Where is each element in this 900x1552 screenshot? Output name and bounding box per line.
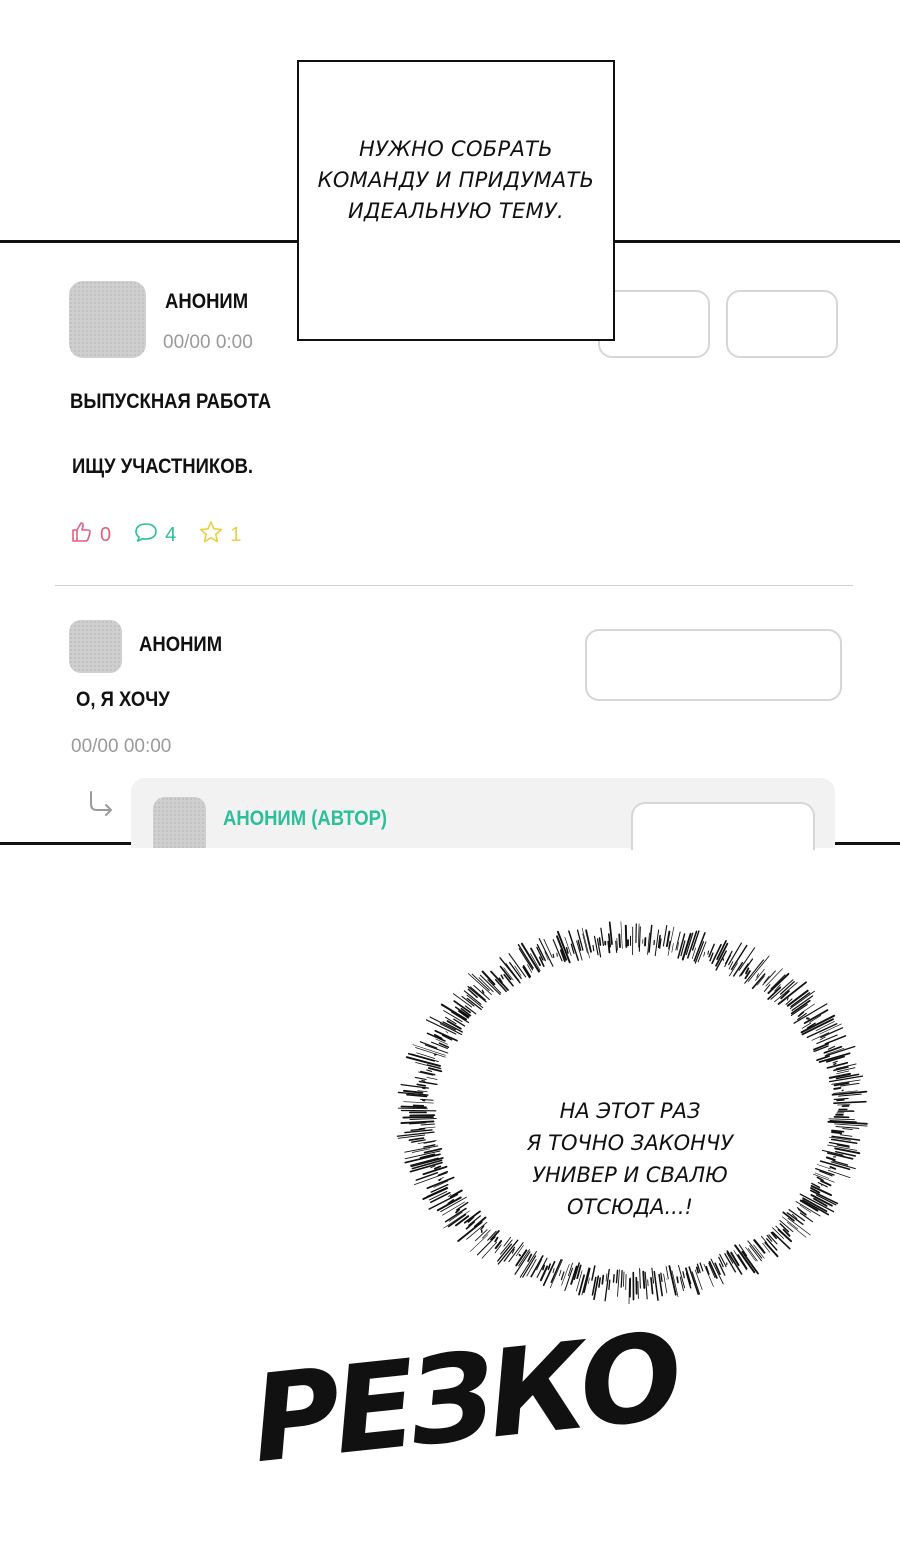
burst-ray bbox=[619, 935, 620, 948]
burst-ray bbox=[504, 1237, 511, 1246]
burst-ray bbox=[523, 967, 529, 977]
burst-ray bbox=[621, 922, 622, 949]
burst-ray bbox=[677, 1277, 678, 1282]
burst-ray bbox=[599, 1278, 600, 1287]
burst-ray bbox=[834, 1102, 866, 1104]
burst-ray bbox=[482, 1242, 497, 1258]
burst-ray bbox=[645, 1272, 647, 1299]
burst-ray bbox=[643, 1272, 644, 1288]
burst-ray bbox=[519, 1255, 520, 1256]
like-count: 0 bbox=[100, 523, 112, 546]
comment-count: 4 bbox=[165, 523, 177, 546]
burst-ray bbox=[483, 1230, 491, 1238]
burst-ray bbox=[488, 980, 501, 993]
burst-ray bbox=[828, 1122, 866, 1124]
reply-action-button[interactable] bbox=[631, 802, 815, 850]
thumbs-up-icon bbox=[70, 520, 94, 550]
sound-effect-text: РЕЗКО bbox=[245, 1307, 684, 1491]
burst-ray bbox=[617, 1270, 618, 1282]
burst-ray bbox=[832, 1132, 841, 1133]
burst-ray bbox=[537, 1258, 547, 1277]
burst-ray bbox=[592, 1266, 595, 1280]
burst-ray bbox=[548, 1264, 550, 1269]
burst-ray bbox=[732, 946, 747, 970]
post-author: АНОНИМ bbox=[165, 290, 249, 313]
burst-ray bbox=[467, 998, 481, 1009]
burst-ray bbox=[626, 926, 627, 947]
burst-ray bbox=[821, 1185, 822, 1186]
burst-ray bbox=[491, 972, 508, 991]
post-menu-button[interactable] bbox=[726, 290, 838, 358]
burst-ray bbox=[838, 1104, 850, 1105]
burst-ray bbox=[834, 1088, 840, 1089]
burst-ray bbox=[544, 939, 552, 957]
burst-ray bbox=[663, 926, 666, 947]
burst-ray bbox=[640, 1269, 641, 1288]
burst-ray bbox=[639, 927, 640, 951]
burst-ray bbox=[553, 954, 554, 957]
star-icon bbox=[198, 520, 224, 550]
burst-ray bbox=[825, 1036, 845, 1044]
burst-ray bbox=[553, 1269, 554, 1273]
burst-ray bbox=[651, 1278, 653, 1294]
reply-container bbox=[131, 778, 835, 848]
burst-ray bbox=[427, 1070, 432, 1072]
burst-ray bbox=[621, 1271, 622, 1287]
burst-ray bbox=[716, 951, 726, 970]
comment-author: АНОНИМ bbox=[139, 633, 223, 656]
burst-ray bbox=[561, 1272, 564, 1280]
burst-ray bbox=[697, 1267, 698, 1272]
burst-ray bbox=[833, 1061, 837, 1063]
caption-text: НУЖНО СОБРАТЬ КОМАНДУ И ПРИДУМАТЬ ИДЕАЛЬНУЮ ТЕМУ. bbox=[317, 137, 595, 223]
burst-ray bbox=[638, 1281, 639, 1298]
burst-ray bbox=[787, 998, 788, 1000]
burst-ray bbox=[829, 1119, 855, 1120]
burst-ray bbox=[404, 1102, 434, 1103]
burst-ray bbox=[446, 1031, 448, 1033]
burst-ray bbox=[398, 1108, 427, 1109]
burst-ray bbox=[411, 1129, 425, 1130]
favorite-stat[interactable] bbox=[198, 520, 241, 550]
burst-ray bbox=[501, 975, 503, 978]
burst-ray bbox=[837, 1100, 844, 1101]
burst-ray bbox=[410, 1119, 436, 1120]
burst-ray bbox=[725, 955, 731, 966]
comment-text: О, Я ХОЧУ bbox=[76, 688, 170, 711]
burst-ray bbox=[834, 1098, 848, 1099]
burst-ray bbox=[834, 1064, 836, 1065]
burst-ray bbox=[672, 943, 674, 952]
burst-ray bbox=[792, 1001, 810, 1014]
burst-ray bbox=[830, 1167, 835, 1169]
post-timestamp: 00/00 0:00 bbox=[163, 332, 253, 353]
reply-author: АНОНИМ (АВТОР) bbox=[223, 807, 388, 830]
burst-ray bbox=[401, 1121, 433, 1123]
comment-stat[interactable] bbox=[133, 520, 176, 550]
burst-ray bbox=[654, 1272, 658, 1300]
burst-ray bbox=[495, 1238, 497, 1242]
burst-ray bbox=[683, 1272, 684, 1278]
burst-ray bbox=[600, 938, 601, 945]
post-avatar bbox=[69, 281, 146, 358]
burst-ray bbox=[601, 928, 604, 945]
burst-ray bbox=[415, 1048, 445, 1058]
burst-ray bbox=[638, 924, 639, 948]
burst-ray bbox=[606, 1274, 607, 1282]
post-title: ВЫПУСКНАЯ РАБОТА bbox=[70, 390, 272, 413]
post-body: ИЩУ УЧАСТНИКОВ. bbox=[72, 455, 254, 478]
burst-ray bbox=[616, 941, 617, 952]
burst-ray bbox=[402, 1107, 426, 1108]
burst-ray bbox=[827, 1158, 835, 1160]
post-stats bbox=[70, 520, 259, 550]
burst-ray bbox=[422, 1080, 425, 1081]
burst-ray bbox=[421, 1124, 435, 1125]
burst-ray bbox=[550, 1260, 562, 1288]
burst-ray bbox=[661, 1273, 662, 1281]
burst-ray bbox=[586, 930, 591, 952]
post-divider bbox=[55, 585, 853, 586]
burst-ray bbox=[669, 1266, 675, 1295]
burst-ray bbox=[788, 1218, 810, 1235]
burst-ray bbox=[602, 1276, 603, 1284]
burst-ray bbox=[415, 1077, 426, 1079]
comment-avatar bbox=[69, 620, 122, 673]
burst-ray bbox=[764, 985, 770, 992]
burst-ray bbox=[708, 951, 709, 954]
reply-avatar bbox=[153, 797, 206, 848]
comment-action-button[interactable] bbox=[585, 629, 842, 701]
burst-ray bbox=[565, 1268, 573, 1290]
burst-ray bbox=[569, 931, 579, 960]
burst-ray bbox=[700, 1263, 703, 1271]
burst-ray bbox=[482, 990, 483, 993]
burst-ray bbox=[817, 1165, 831, 1170]
burst-ray bbox=[614, 1275, 615, 1282]
burst-ray bbox=[609, 1280, 610, 1289]
burst-ray bbox=[419, 1127, 435, 1129]
burst-ray bbox=[531, 1256, 543, 1277]
burst-ray bbox=[427, 1077, 437, 1079]
burst-ray bbox=[729, 963, 737, 976]
burst-ray bbox=[403, 1117, 433, 1118]
burst-ray bbox=[664, 1274, 667, 1293]
burst-ray bbox=[593, 946, 594, 951]
burst-ray bbox=[504, 968, 514, 980]
burst-ray bbox=[617, 938, 618, 950]
speech-bubble-icon bbox=[133, 520, 159, 550]
comment-timestamp: 00/00 00:00 bbox=[71, 736, 172, 757]
favorite-count: 1 bbox=[230, 523, 242, 546]
burst-ray bbox=[843, 1129, 853, 1130]
burst-ray bbox=[840, 1135, 852, 1137]
burst-ray bbox=[692, 1272, 700, 1294]
burst-ray bbox=[623, 1272, 624, 1287]
burst-ray bbox=[559, 1270, 561, 1276]
burst-ray bbox=[761, 1236, 767, 1243]
burst-ray bbox=[397, 1132, 434, 1136]
burst-ray bbox=[649, 926, 652, 953]
like-stat[interactable] bbox=[70, 520, 111, 550]
burst-ray bbox=[666, 1267, 668, 1279]
burst-ray bbox=[454, 1001, 470, 1012]
burst-ray bbox=[419, 1082, 437, 1085]
burst-ray bbox=[704, 952, 705, 956]
burst-ray bbox=[588, 1278, 589, 1284]
burst-ray bbox=[694, 933, 705, 961]
reply-arrow-icon bbox=[88, 790, 116, 818]
burst-ray bbox=[537, 945, 545, 961]
burst-ray bbox=[477, 1237, 495, 1255]
burst-ray bbox=[417, 1084, 425, 1085]
burst-ray bbox=[836, 1127, 859, 1129]
burst-ray bbox=[742, 1252, 758, 1274]
burst-ray bbox=[764, 976, 769, 983]
thought-text: НА ЭТОТ РАЗ Я ТОЧНО ЗАКОНЧУ УНИВЕР И СВАЛЮ ОТСЮДА...! bbox=[526, 1099, 734, 1219]
caption-box bbox=[297, 60, 615, 341]
burst-ray bbox=[435, 1031, 457, 1041]
burst-ray bbox=[748, 1241, 762, 1258]
burst-ray bbox=[467, 1222, 475, 1229]
burst-ray bbox=[516, 1250, 526, 1265]
burst-ray bbox=[551, 1260, 561, 1282]
burst-ray bbox=[655, 930, 658, 956]
burst-ray bbox=[498, 1240, 518, 1264]
